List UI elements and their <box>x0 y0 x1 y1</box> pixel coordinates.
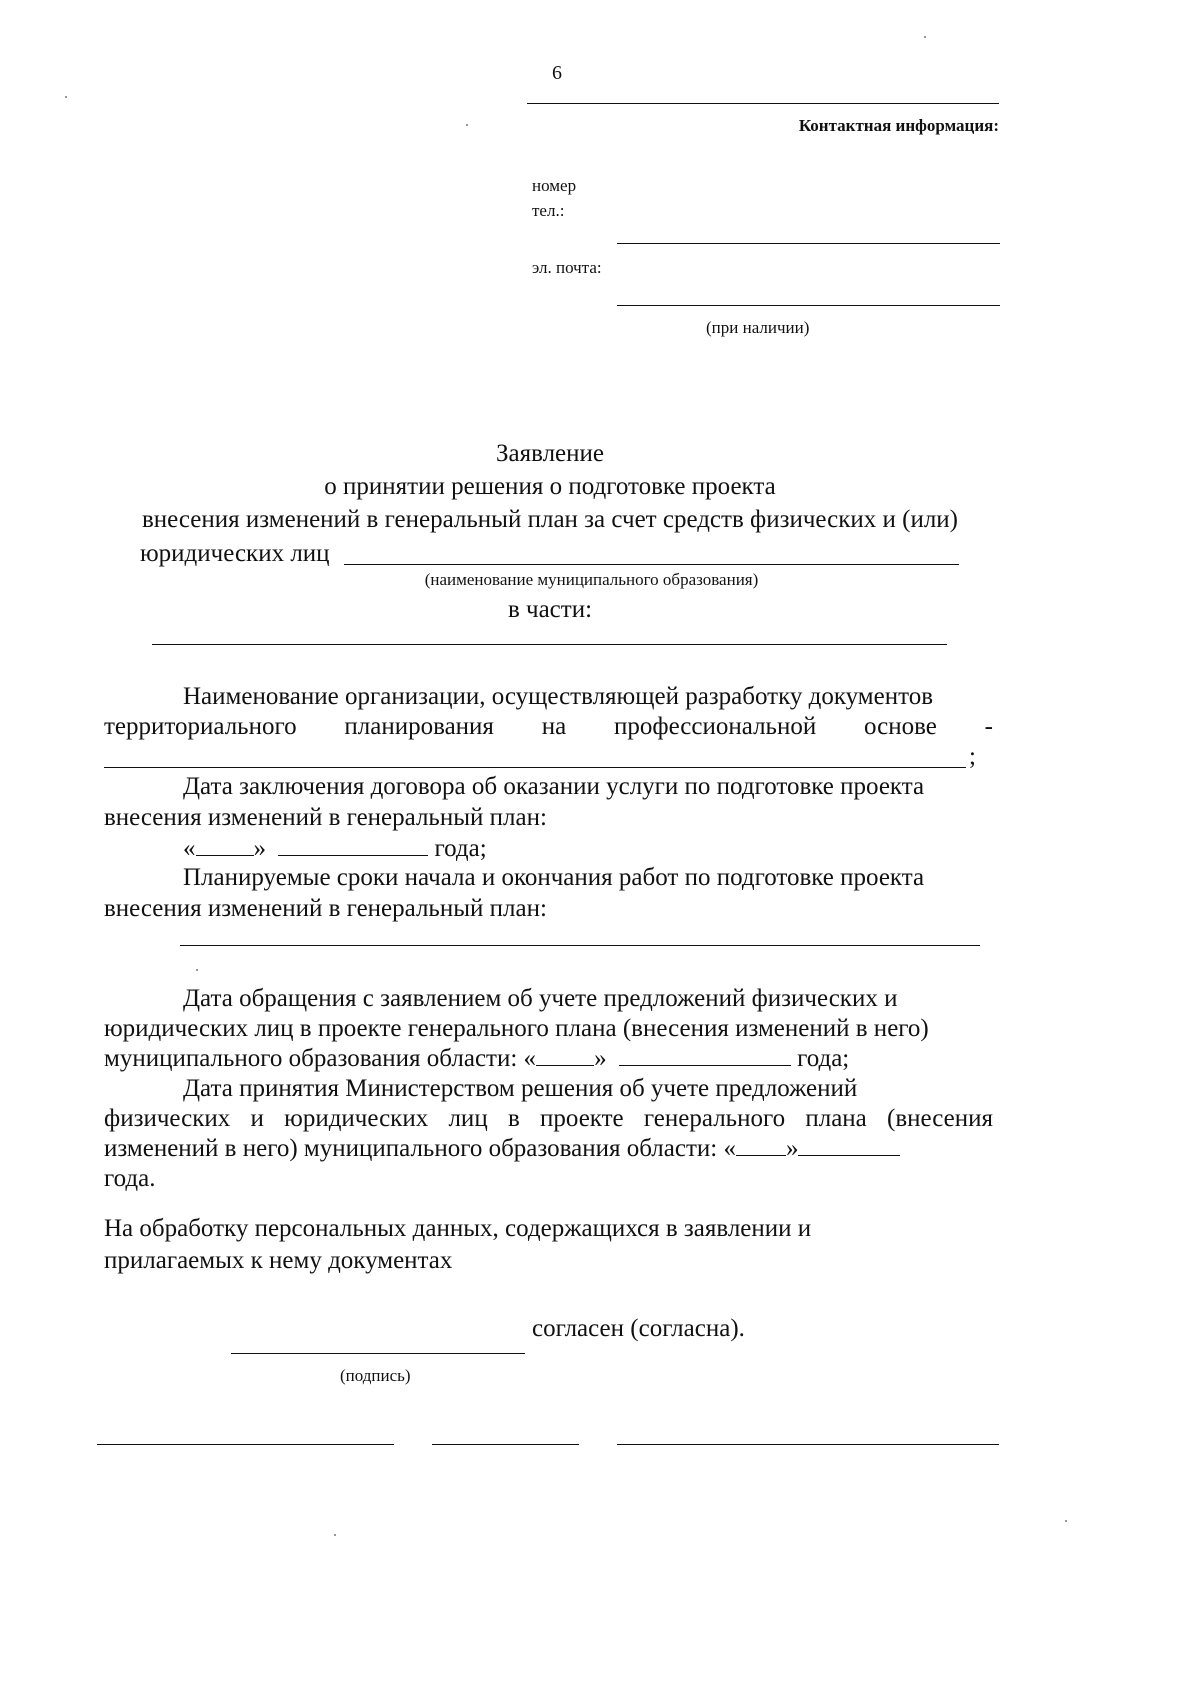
scan-speck <box>196 969 198 971</box>
email-label: эл. почта: <box>532 258 602 277</box>
contract-open-quote: « <box>183 835 196 862</box>
contract-day-field <box>196 835 254 856</box>
email-field-line <box>617 305 1000 306</box>
org-line-2: территориального планирования на профессиональной основе - <box>104 713 993 740</box>
terms-field-line <box>180 945 980 946</box>
municipality-caption: (наименование муниципального образования) <box>424 570 759 589</box>
terms-line-2: внесения изменений в генеральный план: <box>104 895 547 922</box>
bottom-line-middle <box>432 1444 579 1445</box>
appeal-line-3 <box>104 1042 849 1075</box>
signature-caption: (подпись) <box>340 1366 411 1385</box>
title-line-1: Заявление <box>495 440 605 467</box>
phone-label-line2: тел.: <box>532 201 565 220</box>
appeal-close-quote: » <box>594 1045 607 1072</box>
adoption-close-quote: » <box>785 1135 799 1162</box>
scan-speck <box>1065 1520 1067 1522</box>
appeal-line-2: юридических лиц в проекте генерального плана (внесения изменений в него) <box>104 1015 929 1042</box>
adoption-day-field <box>736 1135 786 1156</box>
agree-text: согласен (согласна). <box>532 1315 745 1342</box>
in-part-field-line <box>152 644 947 645</box>
signature-line <box>231 1353 525 1354</box>
consent-line-2: прилагаемых к нему документах <box>104 1247 453 1274</box>
scan-speck <box>466 124 468 126</box>
appeal-day-field <box>536 1045 594 1066</box>
org-line-end: ; <box>969 743 976 770</box>
phone-field-line <box>617 243 1000 244</box>
if-available-caption: (при наличии) <box>706 318 810 337</box>
page-number: 6 <box>552 62 562 84</box>
adoption-line-3-text: изменений в него) муниципального образования области: « <box>104 1135 736 1162</box>
org-line-1: Наименование организации, осуществляющей разработку документов <box>183 683 933 710</box>
bottom-line-right <box>617 1444 999 1445</box>
in-part-label: в части: <box>507 596 593 623</box>
appeal-year-label: года; <box>797 1045 850 1072</box>
appeal-line-1: Дата обращения с заявлением об учете предложений физических и <box>183 985 898 1012</box>
contact-heading: Контактная информация: <box>798 116 999 135</box>
adoption-line-2: физических и юридических лиц в проекте генерального плана (внесения <box>104 1105 993 1132</box>
contract-year-label: года; <box>434 835 487 862</box>
header-rule <box>527 103 999 104</box>
title-line-4: юридических лиц <box>140 540 330 567</box>
title-line-3: внесения изменений в генеральный план за счет средств физических и (или) <box>141 506 959 533</box>
terms-line-1: Планируемые сроки начала и окончания работ по подготовке проекта <box>183 864 925 891</box>
contract-line-2: внесения изменений в генеральный план: <box>104 804 547 831</box>
adoption-line-1: Дата принятия Министерством решения об учете предложений <box>183 1075 858 1102</box>
scan-speck <box>334 1534 336 1536</box>
scan-speck <box>924 36 926 38</box>
adoption-year-label: года. <box>104 1165 156 1192</box>
phone-label-line1: номер <box>532 176 577 195</box>
appeal-line-3-text: муниципального образования области: « <box>104 1045 537 1072</box>
consent-line-1: На обработку персональных данных, содержащихся в заявлении и <box>104 1215 812 1242</box>
municipality-field-line <box>344 564 959 565</box>
contract-close-quote: » <box>253 835 266 862</box>
scan-speck <box>65 96 67 98</box>
adoption-line-3 <box>104 1132 900 1165</box>
title-line-2: о принятии решения о подготовке проекта <box>324 473 776 500</box>
org-field-line <box>104 767 966 768</box>
contract-month-field <box>278 835 428 856</box>
contract-line-1: Дата заключения договора об оказании услуги по подготовке проекта <box>183 773 925 800</box>
bottom-line-left <box>97 1444 394 1445</box>
adoption-month-field <box>798 1135 900 1156</box>
appeal-month-field <box>619 1045 791 1066</box>
